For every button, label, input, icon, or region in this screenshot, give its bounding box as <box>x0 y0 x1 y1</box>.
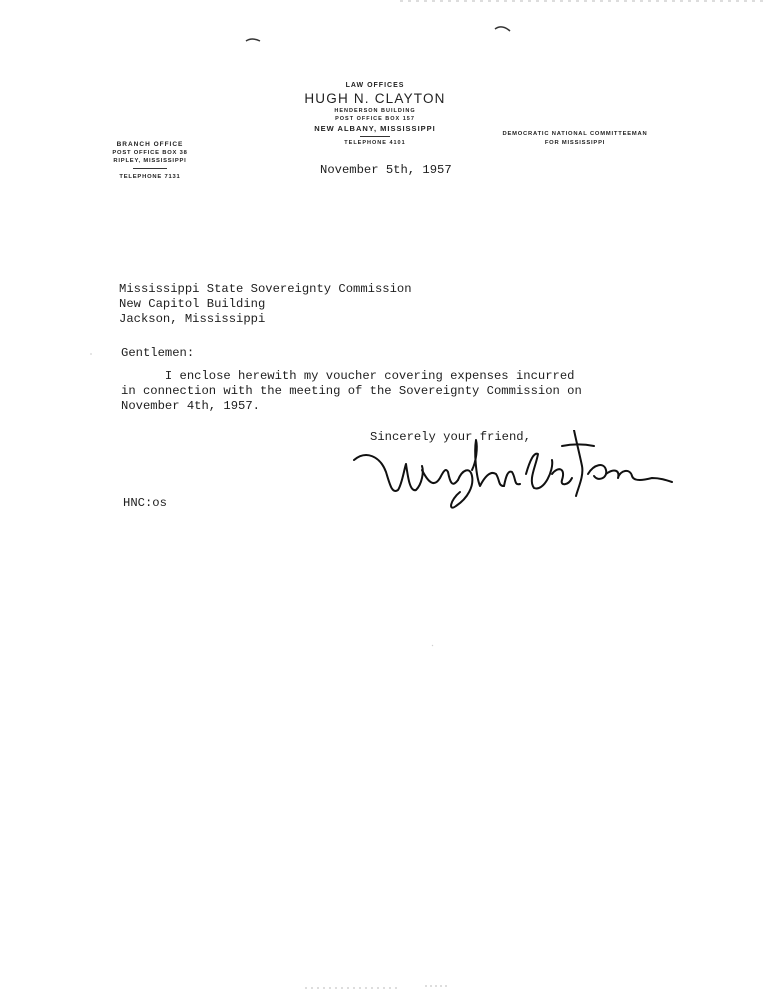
building-name: HENDERSON BUILDING <box>334 108 416 114</box>
office-telephone: TELEPHONE 4101 <box>344 140 406 146</box>
committeeman-state: FOR MISSISSIPPI <box>544 140 606 146</box>
letterhead-divider <box>360 136 390 137</box>
branch-telephone: TELEPHONE 7131 <box>119 174 181 180</box>
office-city: NEW ALBANY, MISSISSIPPI <box>314 124 436 133</box>
body-line: in connection with the meeting of the Sovereignty Commission on <box>121 384 582 398</box>
address-line: Mississippi State Sovereignty Commission <box>119 282 412 296</box>
letterhead <box>270 82 480 146</box>
attorney-name: HUGH N. CLAYTON <box>304 91 446 106</box>
body-line: November 4th, 1957. <box>121 399 260 413</box>
letter-date: November 5th, 1957 <box>320 163 452 177</box>
letter-body <box>121 369 582 414</box>
branch-po-box: POST OFFICE BOX 38 <box>112 150 188 156</box>
typist-initials: HNC:os <box>123 496 167 510</box>
committeeman-block <box>490 131 660 149</box>
branch-divider <box>133 168 167 169</box>
committeeman-title: DEMOCRATIC NATIONAL COMMITTEEMAN <box>502 131 648 137</box>
handwritten-signature <box>348 430 678 515</box>
complimentary-close: Sincerely your friend, <box>370 430 531 444</box>
po-box: POST OFFICE BOX 157 <box>335 116 415 122</box>
salutation: Gentlemen: <box>121 346 195 360</box>
body-line: I enclose herewith my voucher covering expenses incurred <box>121 369 575 383</box>
address-line: New Capitol Building <box>119 297 266 311</box>
address-line: Jackson, Mississippi <box>119 312 266 326</box>
law-offices-label: LAW OFFICES <box>345 82 405 89</box>
branch-office-block <box>100 141 200 182</box>
branch-office-title: BRANCH OFFICE <box>116 141 184 148</box>
branch-city: RIPLEY, MISSISSIPPI <box>113 158 187 164</box>
recipient-address <box>119 282 412 327</box>
